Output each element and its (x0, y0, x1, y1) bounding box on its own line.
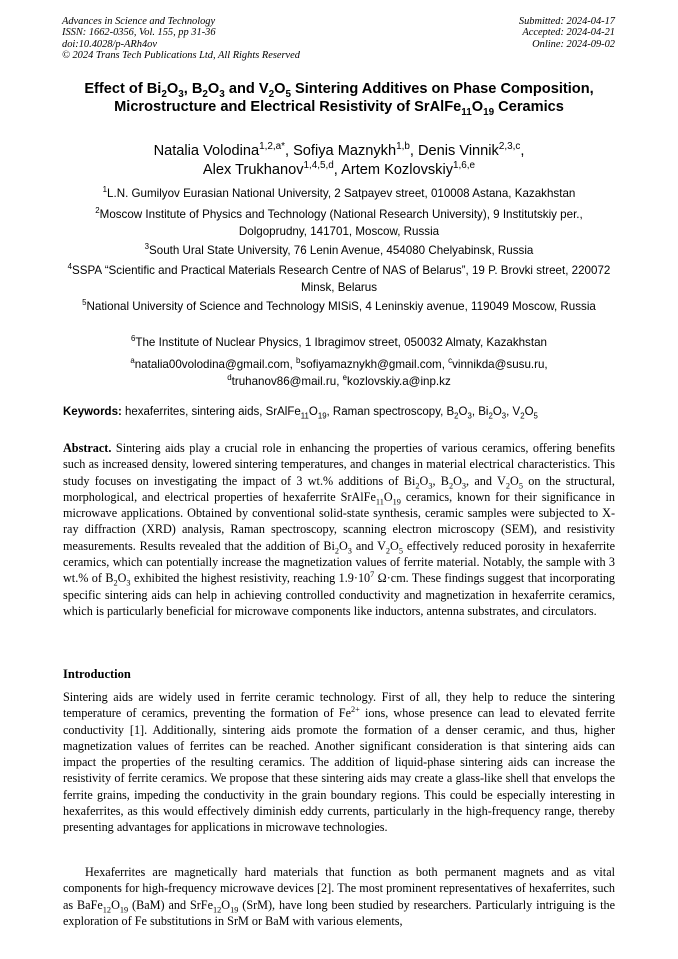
author: Artem Kozlovskiy$^{1,6,e}$ (341, 160, 476, 178)
affiliation-2: $^2$Moscow Institute of Physics and Technology (National Research University), 9 Institutskiy per., Dolgoprudny, 141701, Moscow, Russia (95, 206, 583, 238)
email[interactable]: $^c$vinnikda@susu.ru (448, 356, 545, 371)
keywords: Keywords: hexaferrites, sintering aids, $SrAlFe_{11}O_{19}$, Raman spectroscopy, $B_2O_3$, $Bi_2O_3$, $V_2O_5$ (63, 406, 538, 421)
author: Denis Vinnik$^{2,3,c}$, (417, 141, 525, 159)
email[interactable]: $^b$sofiyamaznykh@gmail.com (296, 356, 442, 371)
email[interactable]: $^a$natalia00volodina@gmail.com (130, 356, 290, 371)
email[interactable]: $^d$truhanov86@mail.ru (227, 372, 337, 388)
keywords-label: Keywords: (63, 406, 122, 418)
journal-header (62, 16, 300, 61)
submitted-date: Submitted: 2024-04-17 (518, 16, 615, 27)
dates-header (519, 16, 615, 50)
copyright-line: © 2024 Trans Tech Publications Ltd, All Rights Reserved (62, 49, 300, 61)
author: Natalia Volodina$^{1,2,a*}$, (153, 141, 294, 159)
affiliation-6: $^6$The Institute of Nuclear Physics, 1 Ibragimov street, 050032 Almaty, Kazakhstan (131, 334, 547, 349)
section-heading-introduction: Introduction (63, 667, 131, 681)
journal-name: Advances in Science and Technology (62, 16, 216, 27)
author: Alex Trukhanov$^{1,4,5,d}$, (202, 160, 342, 178)
intro-paragraph-2: Hexaferrites are magnetically hard materials that function as both permanent magnets and as vital components for high-frequency microwave devices [2]. The most prominent representatives of hexaferrites, such as $BaFe_{12}O_{19}$ (BaM) and $SrFe_{12}O_{19}$ (SrM), have long been studied by researchers. Particularly intriguing is the exploration of Fe substitutions in SrM or BaM with various elements, (63, 865, 615, 928)
affiliation-5: $^5$National University of Science and Technology MISiS, 4 Leninskiy avenue, 119049 Moscow, Russia (82, 298, 596, 313)
author: Sofiya Maznykh$^{1,b}$, (293, 141, 418, 159)
doi-line[interactable]: doi:10.4028/p-ARh4ov (62, 38, 157, 50)
affiliation-3: $^3$South Ural State University, 76 Lenin Avenue, 454080 Chelyabinsk, Russia (144, 242, 534, 257)
paper-title: Effect of $Bi_2O_3$, $B_2O_3$ and $V_2O_5$ Sintering Additives on Phase Composition, Microstructure and Electrical Resistivity of $SrAlFe_{11}O_{19}$ Ceramics (84, 81, 594, 118)
online-date: Online: 2024-09-02 (532, 38, 615, 50)
author-list (50, 142, 628, 180)
intro-paragraph-1: Sintering aids are widely used in ferrite ceramic technology. First of all, they help to reduce the sintering temperature of ceramics, preventing the formation of $Fe^{2+}$ ions, whose presence can lead to elevated ferrite conductivity [1]. Additionally, sintering aids promote the formation of a denser ceramic, and thus, higher magnetization values of ferrites can be reached. Another significant consideration is that sintering aids can impact the properties of the resulting ceramics. The addition of liquid-phase sintering aids can increase the resistivity of ferrite ceramics. We propose that these sintering aids may create a glass-like shell that envelops the ferrite grains, impeding the conductivity in the grain boundary regions. This could be especially interesting in hexaferrites, as this would effectively diminish eddy currents, particularly in the high-frequency range, thereby presenting advantages for applications in microwave technologies. (63, 690, 616, 835)
abstract-label: Abstract. (63, 441, 112, 455)
email-list: $^a$natalia00volodina@gmail.com, $^b$sofiyamaznykh@gmail.com, $^c$vinnikda@susu.ru, $^d$truhanov86@mail.ru, $^e$kozlovskiy.a@inp.kz (130, 356, 548, 388)
email[interactable]: $^e$kozlovskiy.a@inp.kz (342, 372, 451, 388)
issn-line: ISSN: 1662-0356, Vol. 155, pp 31-36 (62, 27, 216, 39)
affiliation-1: $^1$L.N. Gumilyov Eurasian National University, 2 Satpayev street, 010008 Astana, Kazakhstan (102, 185, 576, 200)
abstract: Abstract. Sintering aids play a crucial role in enhancing the properties of various ceramics, offering benefits such as increased density, lowered sintering temperatures, and changes in material electrical characteristics. This study focuses on investigating the impact of 3 wt.% additions of $Bi_2O_3$, $B_2O_3$, and $V_2O_5$ on the structural, morphological, and electrical properties of hexaferrite $SrAlFe_{11}O_{19}$ ceramics, known for their significance in microwave applications. Obtained by conventional solid-state synthesis, ceramic samples were subjected to X-ray diffraction (XRD) analysis, Raman spectroscopy, scanning electron microscopy (SEM), and resistivity measurements. Results revealed that the addition of $Bi_2O_3$ and $V_2O_5$ effectively reduced porosity in hexaferrite ceramics, which can potentially increase the magnetization values of ferrite material. Notably, the sample with 3 wt.% of $B_2O_3$ exhibited the highest resistivity, reaching $1.9\cdot 10^7$ Ω·cm. These findings suggest that incorporating specific sintering aids can help in achieving controlled conductivity and magnetization in hexaferrite ceramics, which is particularly beneficial for microwave components like inductors, antenna substrates, and circulators. (63, 441, 616, 618)
accepted-date: Accepted: 2024-04-21 (522, 27, 615, 39)
affiliation-4: $^4$SSPA “Scientific and Practical Materials Research Centre of NAS of Belarus”, 19 P. Brovki street, 220072 Minsk, Belarus (67, 262, 611, 294)
